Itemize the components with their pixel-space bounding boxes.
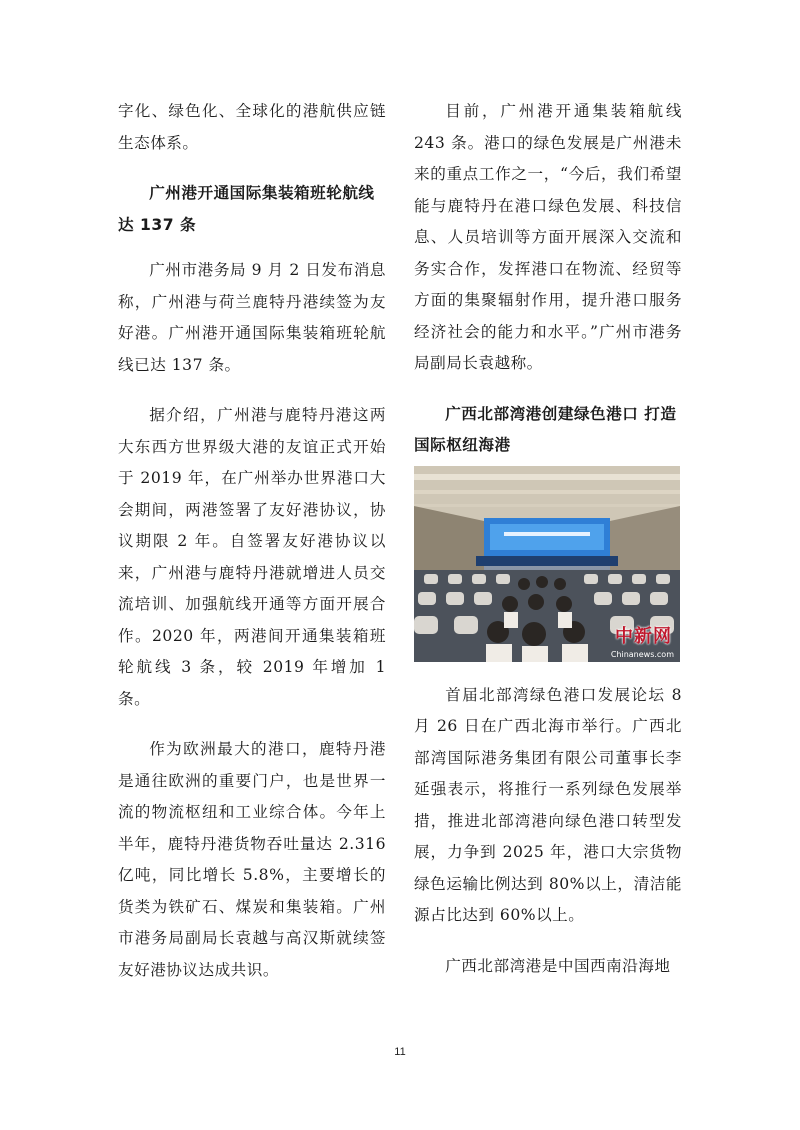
left-column: [118, 96, 386, 1005]
paragraph: 目前，广州港开通集装箱航线 243 条。港口的绿色发展是广州港未来的重点工作之一，“今后，我们希望能与鹿特丹在港口绿色发展、科技信息、人员培训等方面开展深入交流和务实合作，发挥港口在物流、经贸等方面的集聚辐射作用，提升港口服务经济社会的能力和水平。”广州市港务局副局长袁越称。: [414, 102, 682, 372]
conference-photo: [414, 466, 680, 662]
chinanews-watermark: 中新网: [615, 625, 672, 647]
chinanews-watermark-url: Chinanews.com: [610, 649, 674, 659]
paragraph-continued: 字化、绿色化、全球化的港航供应链生态体系。: [118, 102, 386, 152]
right-column: [414, 96, 682, 1001]
article-heading-beibu-gulf: 广西北部湾港创建绿色港口 打造国际枢纽海港: [414, 404, 677, 454]
paragraph: 广州市港务局 9 月 2 日发布消息称，广州港与荷兰鹿特丹港续签为友好港。广州港开通国际集装箱班轮航线已达 137 条。: [118, 261, 386, 374]
paragraph: 首届北部湾绿色港口发展论坛 8 月 26 日在广西北海市举行。广西北部湾国际港务集团有限公司董事长李延强表示，将推行一系列绿色发展举措，推进北部湾港向绿色港口转型发展，力争到 2025 年，港口大宗货物绿色运输比例达到 80%以上，清洁能源占比达到 60%以上。: [414, 685, 682, 924]
paragraph: 作为欧洲最大的港口，鹿特丹港是通往欧洲的重要门户，也是世界一流的物流枢纽和工业综合体。今年上半年，鹿特丹港货物吞吐量达 2.316 亿吨，同比增长 5.8%，主要增长的货类为铁矿石、煤炭和集装箱。广州市港务局副局长袁越与高汉斯就续签友好港协议达成共识。: [118, 740, 386, 979]
page-number: 11: [394, 1046, 406, 1058]
paragraph: 据介绍，广州港与鹿特丹港这两大东西方世界级大港的友谊正式开始于 2019 年，在广州举办世界港口大会期间，两港签署了友好港协议，协议期限 2 年。自签署友好港协议以来，广州港与鹿特丹港就增进人员交流培训、加强航线开通等方面开展合作。2020 年，两港间开通集装箱班轮航线 3 条，较 2019 年增加 1 条。: [118, 406, 386, 708]
paragraph: 广西北部湾港是中国西南沿海地: [445, 956, 671, 975]
article-heading-guangzhou: 广州港开通国际集装箱班轮航线达 137 条: [118, 184, 375, 234]
